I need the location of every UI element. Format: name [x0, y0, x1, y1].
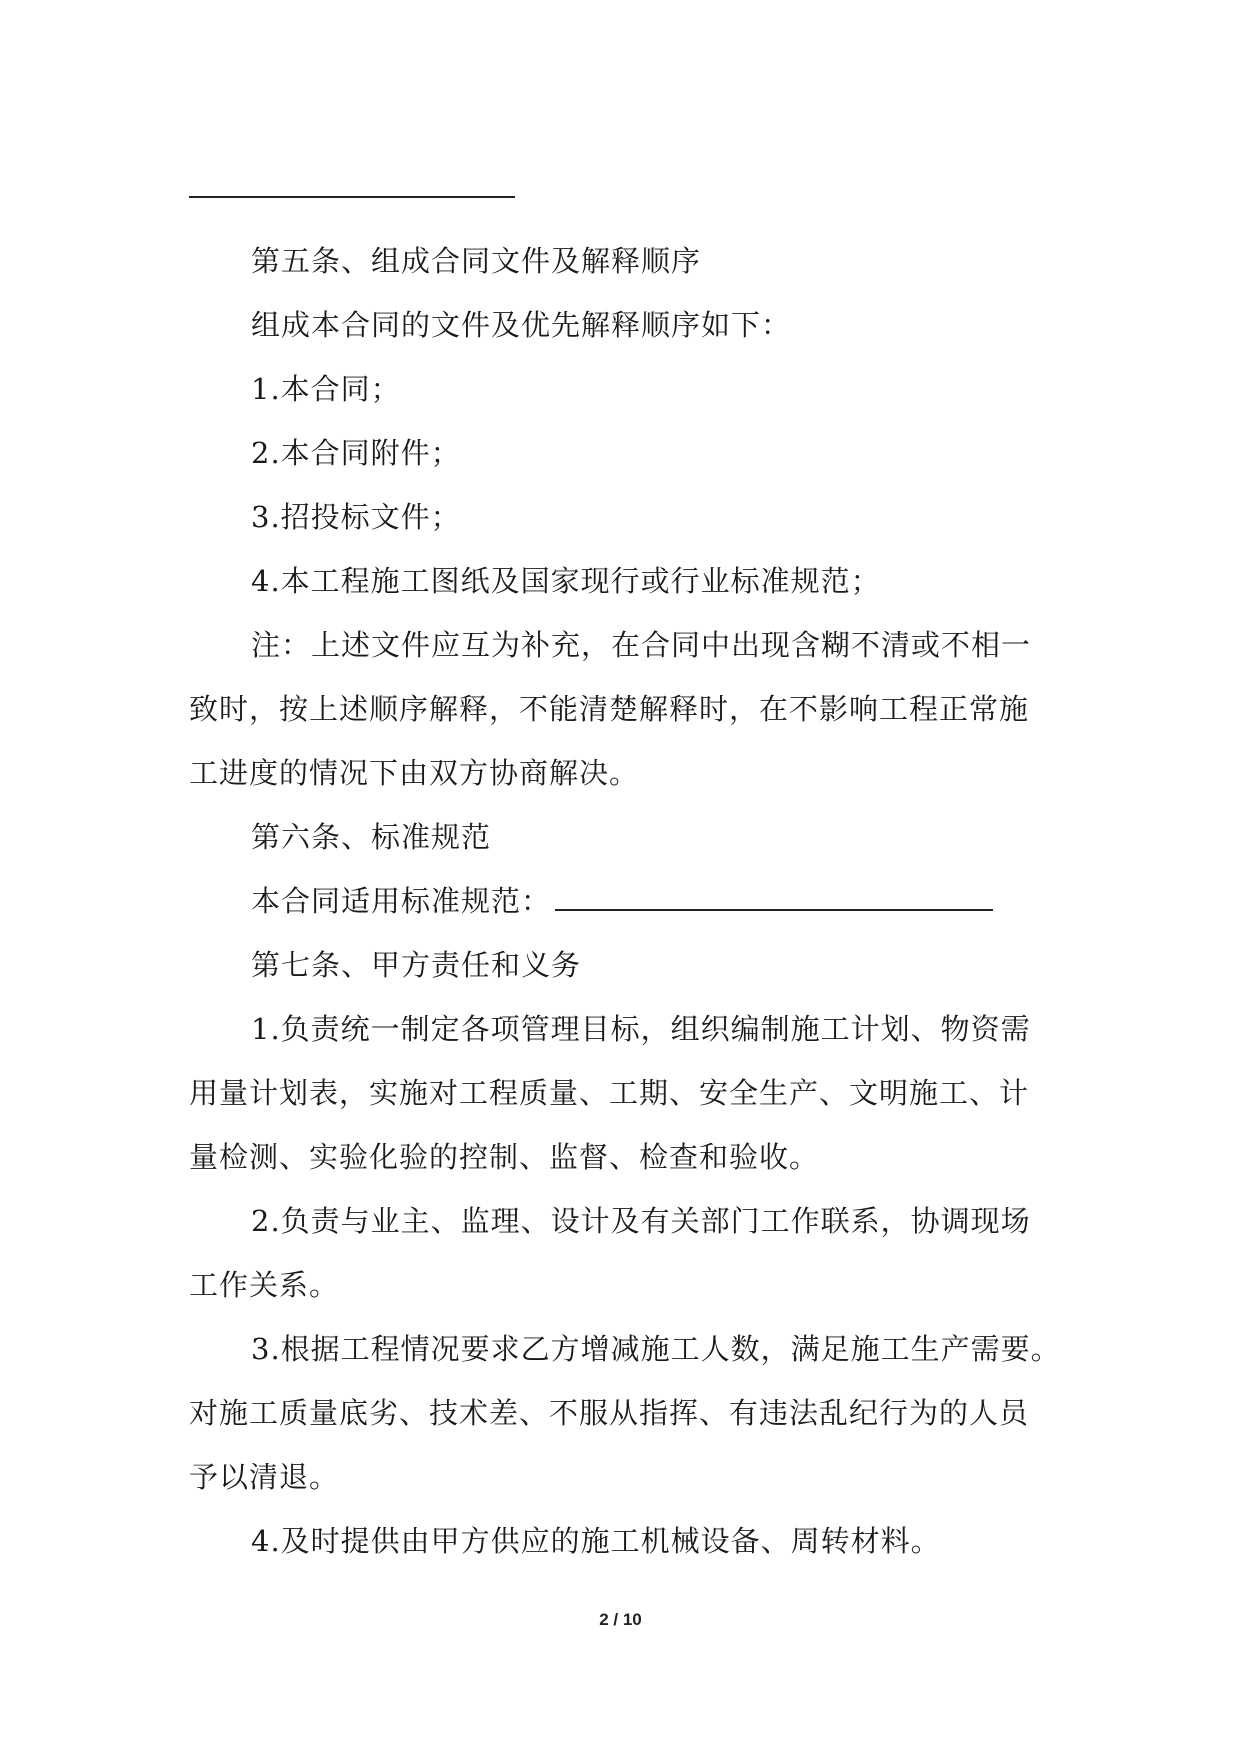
spacer-line	[189, 165, 1059, 229]
text-line	[189, 485, 1059, 549]
document-body	[189, 165, 1059, 1573]
text-line	[189, 1445, 1059, 1509]
text-line	[189, 741, 1059, 805]
text-line-content: 注：上述文件应互为补充，在合同中出现含糊不清或不相一	[251, 628, 1032, 662]
text-line	[189, 805, 1059, 869]
page-number: 2 / 10	[599, 1610, 642, 1629]
text-line	[189, 229, 1059, 293]
text-line-content: 工作关系。	[189, 1268, 340, 1302]
text-line	[189, 1125, 1059, 1189]
text-line-content: 4.本工程施工图纸及国家现行或行业标准规范；	[251, 564, 881, 598]
text-line	[189, 421, 1059, 485]
text-line	[189, 997, 1059, 1061]
text-line	[189, 1189, 1059, 1253]
text-line-content: 3.根据工程情况要求乙方增减施工人数，满足施工生产需要。	[251, 1332, 1061, 1366]
text-line	[189, 869, 1059, 933]
text-line-content: 本合同适用标准规范：	[251, 884, 552, 918]
text-line-content: 致时，按上述顺序解释，不能清楚解释时，在不影响工程正常施	[189, 692, 1030, 726]
fill-in-blank	[555, 879, 993, 911]
text-line-content: 第五条、组成合同文件及解释顺序	[251, 244, 702, 278]
text-line	[189, 613, 1059, 677]
text-line-content: 第七条、甲方责任和义务	[251, 948, 582, 982]
text-line	[189, 549, 1059, 613]
text-line-content: 组成本合同的文件及优先解释顺序如下：	[251, 308, 792, 342]
text-line-content: 第六条、标准规范	[251, 820, 492, 854]
text-line	[189, 1509, 1059, 1573]
text-line-content: 用量计划表，实施对工程质量、工期、安全生产、文明施工、计	[189, 1076, 1030, 1110]
text-line	[189, 1317, 1059, 1381]
text-line	[189, 1381, 1059, 1445]
text-line-content: 4.及时提供由甲方供应的施工机械设备、周转材料。	[251, 1524, 941, 1558]
text-line-content: 2.本合同附件；	[251, 436, 461, 470]
text-line-content: 1.本合同；	[251, 372, 401, 406]
text-line-content: 量检测、实验化验的控制、监督、检查和验收。	[189, 1140, 820, 1174]
text-line	[189, 293, 1059, 357]
text-line-content: 工进度的情况下由双方协商解决。	[189, 756, 640, 790]
text-line	[189, 677, 1059, 741]
text-line-content: 对施工质量底劣、技术差、不服从指挥、有违法乱纪行为的人员	[189, 1396, 1030, 1430]
text-line-content: 3.招投标文件；	[251, 500, 461, 534]
text-line-content: 1.负责统一制定各项管理目标，组织编制施工计划、物资需	[251, 1012, 1031, 1046]
text-line	[189, 1061, 1059, 1125]
paragraph-lines	[189, 229, 1059, 1573]
text-line	[189, 357, 1059, 421]
text-line	[189, 933, 1059, 997]
text-line-content: 2.负责与业主、监理、设计及有关部门工作联系，协调现场	[251, 1204, 1031, 1238]
text-line-content: 予以清退。	[189, 1460, 340, 1494]
text-line	[189, 1253, 1059, 1317]
